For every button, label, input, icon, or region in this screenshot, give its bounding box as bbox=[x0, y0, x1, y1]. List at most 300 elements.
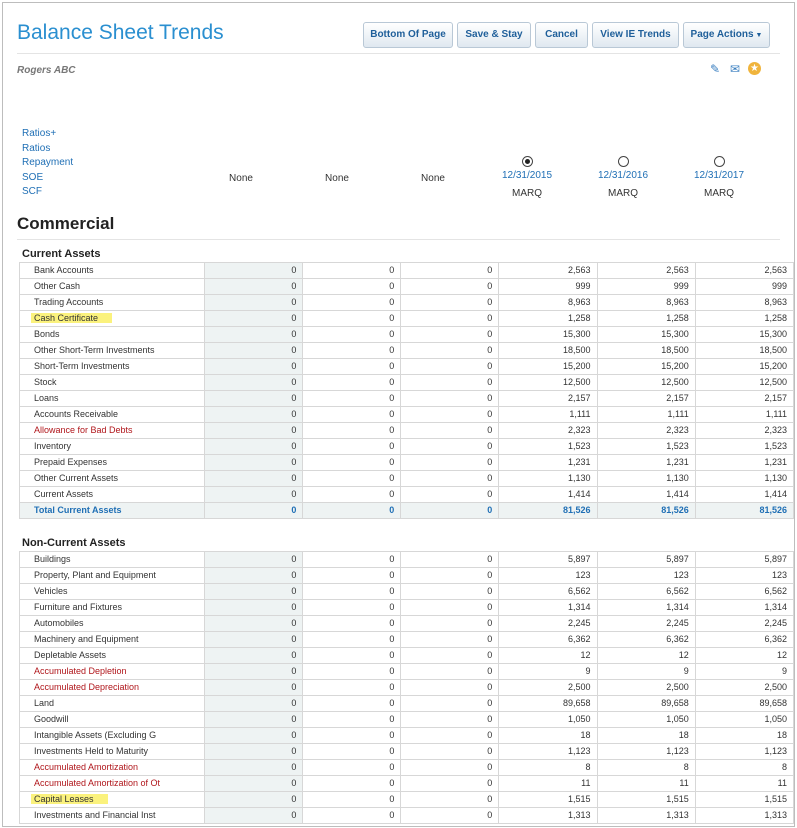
row-label: Inventory bbox=[20, 439, 205, 455]
row-label: Investments and Financial Inst bbox=[20, 808, 205, 824]
company-name: Rogers ABC bbox=[17, 65, 76, 76]
bottom-of-page-button[interactable]: Bottom Of Page bbox=[363, 22, 453, 48]
value-cell: 18,500 bbox=[499, 343, 597, 359]
value-cell: 11 bbox=[499, 776, 597, 792]
value-cell: 0 bbox=[205, 792, 303, 808]
value-cell: 2,157 bbox=[597, 391, 695, 407]
value-cell: 15,200 bbox=[695, 359, 793, 375]
star-icon[interactable]: ★ bbox=[748, 62, 761, 75]
value-cell: 0 bbox=[303, 487, 401, 503]
value-cell: 15,300 bbox=[499, 327, 597, 343]
table-row bbox=[20, 439, 794, 455]
period-radio-2016[interactable] bbox=[618, 156, 629, 167]
value-cell: 0 bbox=[205, 664, 303, 680]
page-actions-label: Page Actions bbox=[690, 29, 754, 40]
value-cell: 0 bbox=[205, 295, 303, 311]
value-cell: 0 bbox=[303, 423, 401, 439]
value-cell: 1,515 bbox=[499, 792, 597, 808]
table-row bbox=[20, 648, 794, 664]
value-cell: 18 bbox=[597, 728, 695, 744]
value-cell: 11 bbox=[695, 776, 793, 792]
table-row bbox=[20, 295, 794, 311]
value-cell: 0 bbox=[401, 680, 499, 696]
value-cell: 2,563 bbox=[499, 263, 597, 279]
value-cell: 1,523 bbox=[695, 439, 793, 455]
value-cell: 1,130 bbox=[597, 471, 695, 487]
value-cell: 1,231 bbox=[597, 455, 695, 471]
value-cell: 0 bbox=[205, 279, 303, 295]
total-value-cell: 0 bbox=[303, 503, 401, 519]
value-cell: 1,130 bbox=[695, 471, 793, 487]
value-cell: 0 bbox=[205, 407, 303, 423]
header-divider bbox=[17, 53, 780, 54]
value-cell: 2,563 bbox=[597, 263, 695, 279]
table-row bbox=[20, 776, 794, 792]
value-cell: 15,200 bbox=[499, 359, 597, 375]
value-cell: 1,231 bbox=[695, 455, 793, 471]
value-cell: 0 bbox=[401, 632, 499, 648]
table-row bbox=[20, 568, 794, 584]
value-cell: 0 bbox=[303, 600, 401, 616]
period-radio-2015[interactable] bbox=[522, 156, 533, 167]
period-date-link[interactable]: 12/31/2017 bbox=[693, 170, 745, 181]
value-cell: 0 bbox=[303, 664, 401, 680]
table-row bbox=[20, 343, 794, 359]
value-cell: 2,500 bbox=[499, 680, 597, 696]
value-cell: 2,323 bbox=[499, 423, 597, 439]
page-actions-button[interactable] bbox=[683, 22, 770, 48]
value-cell: 1,258 bbox=[499, 311, 597, 327]
table-row bbox=[20, 744, 794, 760]
value-cell: 0 bbox=[401, 712, 499, 728]
group-title-non-current-assets: Non-Current Assets bbox=[22, 537, 126, 549]
value-cell: 0 bbox=[401, 455, 499, 471]
value-cell: 12 bbox=[597, 648, 695, 664]
value-cell: 18,500 bbox=[597, 343, 695, 359]
value-cell: 89,658 bbox=[499, 696, 597, 712]
value-cell: 9 bbox=[499, 664, 597, 680]
value-cell: 1,050 bbox=[695, 712, 793, 728]
value-cell: 1,111 bbox=[695, 407, 793, 423]
row-label: Depletable Assets bbox=[20, 648, 205, 664]
row-label: Stock bbox=[20, 375, 205, 391]
row-label: Accumulated Amortization bbox=[20, 760, 205, 776]
report-links bbox=[22, 127, 73, 200]
total-value-cell: 0 bbox=[205, 503, 303, 519]
value-cell: 999 bbox=[597, 279, 695, 295]
value-cell: 1,123 bbox=[499, 744, 597, 760]
value-cell: 1,523 bbox=[597, 439, 695, 455]
column-header-2016 bbox=[575, 156, 671, 199]
value-cell: 0 bbox=[401, 696, 499, 712]
value-cell: 1,313 bbox=[695, 808, 793, 824]
value-cell: 6,362 bbox=[499, 632, 597, 648]
value-cell: 1,414 bbox=[499, 487, 597, 503]
value-cell: 0 bbox=[205, 760, 303, 776]
value-cell: 0 bbox=[401, 471, 499, 487]
value-cell: 6,362 bbox=[695, 632, 793, 648]
value-cell: 0 bbox=[205, 423, 303, 439]
value-cell: 2,157 bbox=[695, 391, 793, 407]
table-row bbox=[20, 423, 794, 439]
row-label: Intangible Assets (Excluding G bbox=[20, 728, 205, 744]
value-cell: 18,500 bbox=[695, 343, 793, 359]
row-label: Short-Term Investments bbox=[20, 359, 205, 375]
value-cell: 8,963 bbox=[597, 295, 695, 311]
value-cell: 1,414 bbox=[695, 487, 793, 503]
value-cell: 0 bbox=[303, 311, 401, 327]
row-label: Accounts Receivable bbox=[20, 407, 205, 423]
value-cell: 1,111 bbox=[499, 407, 597, 423]
period-source: MARQ bbox=[704, 188, 734, 199]
row-label: Allowance for Bad Debts bbox=[20, 423, 205, 439]
value-cell: 6,562 bbox=[695, 584, 793, 600]
page-title: Balance Sheet Trends bbox=[17, 21, 224, 44]
value-cell: 0 bbox=[401, 760, 499, 776]
value-cell: 0 bbox=[303, 632, 401, 648]
value-cell: 0 bbox=[401, 664, 499, 680]
report-link-ratios-plus[interactable]: Ratios+ bbox=[22, 128, 57, 139]
value-cell: 1,313 bbox=[499, 808, 597, 824]
value-cell: 0 bbox=[303, 776, 401, 792]
total-value-cell: 81,526 bbox=[499, 503, 597, 519]
period-date-link[interactable]: 12/31/2015 bbox=[501, 170, 553, 181]
value-cell: 18 bbox=[499, 728, 597, 744]
value-cell: 0 bbox=[303, 792, 401, 808]
value-cell: 0 bbox=[401, 616, 499, 632]
highlighted-label: Capital Leases bbox=[31, 794, 108, 804]
column-header-none: None bbox=[325, 173, 349, 184]
value-cell: 8,963 bbox=[695, 295, 793, 311]
table-row bbox=[20, 600, 794, 616]
paperclip-icon[interactable]: ✎ bbox=[710, 62, 721, 76]
value-cell: 89,658 bbox=[695, 696, 793, 712]
row-label: Vehicles bbox=[20, 584, 205, 600]
value-cell: 0 bbox=[205, 471, 303, 487]
value-cell: 0 bbox=[205, 552, 303, 568]
value-cell: 15,300 bbox=[695, 327, 793, 343]
value-cell: 0 bbox=[303, 391, 401, 407]
row-label: Prepaid Expenses bbox=[20, 455, 205, 471]
value-cell: 15,200 bbox=[597, 359, 695, 375]
value-cell: 0 bbox=[401, 423, 499, 439]
cancel-button[interactable]: Cancel bbox=[535, 22, 588, 48]
row-label bbox=[20, 792, 205, 808]
value-cell: 0 bbox=[401, 552, 499, 568]
row-label: Other Cash bbox=[20, 279, 205, 295]
value-cell: 0 bbox=[401, 776, 499, 792]
table-row bbox=[20, 311, 794, 327]
value-cell: 0 bbox=[401, 359, 499, 375]
value-cell: 1,258 bbox=[597, 311, 695, 327]
value-cell: 8 bbox=[695, 760, 793, 776]
value-cell: 0 bbox=[303, 439, 401, 455]
table-row bbox=[20, 263, 794, 279]
value-cell: 2,245 bbox=[695, 616, 793, 632]
value-cell: 0 bbox=[205, 584, 303, 600]
period-date-link[interactable]: 12/31/2016 bbox=[597, 170, 649, 181]
value-cell: 2,245 bbox=[499, 616, 597, 632]
total-value-cell: 0 bbox=[401, 503, 499, 519]
value-cell: 0 bbox=[303, 728, 401, 744]
total-row bbox=[20, 503, 794, 519]
row-label bbox=[20, 311, 205, 327]
value-cell: 1,050 bbox=[499, 712, 597, 728]
value-cell: 0 bbox=[205, 327, 303, 343]
table-row bbox=[20, 279, 794, 295]
row-label: Accumulated Depletion bbox=[20, 664, 205, 680]
value-cell: 0 bbox=[303, 359, 401, 375]
value-cell: 0 bbox=[303, 407, 401, 423]
value-cell: 1,314 bbox=[695, 600, 793, 616]
value-cell: 0 bbox=[205, 343, 303, 359]
column-header-none: None bbox=[229, 173, 253, 184]
row-label: Current Assets bbox=[20, 487, 205, 503]
envelope-icon[interactable]: ✉ bbox=[730, 62, 741, 76]
value-cell: 0 bbox=[205, 359, 303, 375]
value-cell: 2,323 bbox=[597, 423, 695, 439]
table-row bbox=[20, 327, 794, 343]
value-cell: 0 bbox=[303, 744, 401, 760]
section-title: Commercial bbox=[17, 214, 115, 233]
value-cell: 2,157 bbox=[499, 391, 597, 407]
table-row bbox=[20, 375, 794, 391]
table-row bbox=[20, 455, 794, 471]
value-cell: 5,897 bbox=[695, 552, 793, 568]
header-icons bbox=[710, 62, 770, 76]
value-cell: 0 bbox=[303, 680, 401, 696]
value-cell: 0 bbox=[303, 584, 401, 600]
total-label: Total Current Assets bbox=[20, 503, 205, 519]
row-label: Trading Accounts bbox=[20, 295, 205, 311]
value-cell: 1,111 bbox=[597, 407, 695, 423]
value-cell: 0 bbox=[401, 568, 499, 584]
value-cell: 6,562 bbox=[597, 584, 695, 600]
value-cell: 1,130 bbox=[499, 471, 597, 487]
value-cell: 0 bbox=[205, 487, 303, 503]
value-cell: 0 bbox=[205, 568, 303, 584]
row-label: Furniture and Fixtures bbox=[20, 600, 205, 616]
row-label: Buildings bbox=[20, 552, 205, 568]
table-row bbox=[20, 407, 794, 423]
table-row bbox=[20, 808, 794, 824]
row-label: Property, Plant and Equipment bbox=[20, 568, 205, 584]
table-row bbox=[20, 712, 794, 728]
value-cell: 0 bbox=[401, 792, 499, 808]
row-label: Other Current Assets bbox=[20, 471, 205, 487]
group-title-current-assets: Current Assets bbox=[22, 248, 101, 260]
highlighted-label: Cash Certificate bbox=[31, 313, 112, 323]
value-cell: 0 bbox=[205, 311, 303, 327]
period-source: MARQ bbox=[512, 188, 542, 199]
value-cell: 9 bbox=[597, 664, 695, 680]
total-value-cell: 81,526 bbox=[597, 503, 695, 519]
value-cell: 1,050 bbox=[597, 712, 695, 728]
value-cell: 0 bbox=[303, 760, 401, 776]
value-cell: 0 bbox=[401, 808, 499, 824]
value-cell: 0 bbox=[303, 568, 401, 584]
value-cell: 0 bbox=[303, 616, 401, 632]
value-cell: 0 bbox=[205, 680, 303, 696]
value-cell: 0 bbox=[303, 327, 401, 343]
value-cell: 0 bbox=[401, 391, 499, 407]
value-cell: 0 bbox=[401, 648, 499, 664]
value-cell: 0 bbox=[401, 343, 499, 359]
value-cell: 0 bbox=[205, 632, 303, 648]
table-row bbox=[20, 728, 794, 744]
value-cell: 15,300 bbox=[597, 327, 695, 343]
value-cell: 0 bbox=[401, 439, 499, 455]
value-cell: 0 bbox=[401, 279, 499, 295]
value-cell: 1,314 bbox=[499, 600, 597, 616]
value-cell: 1,123 bbox=[597, 744, 695, 760]
table-row bbox=[20, 632, 794, 648]
value-cell: 999 bbox=[695, 279, 793, 295]
value-cell: 2,245 bbox=[597, 616, 695, 632]
value-cell: 1,231 bbox=[499, 455, 597, 471]
row-label: Land bbox=[20, 696, 205, 712]
report-link-repayment[interactable]: Repayment bbox=[22, 157, 74, 168]
table-row bbox=[20, 792, 794, 808]
value-cell: 0 bbox=[303, 648, 401, 664]
value-cell: 0 bbox=[205, 776, 303, 792]
value-cell: 0 bbox=[303, 808, 401, 824]
value-cell: 89,658 bbox=[597, 696, 695, 712]
value-cell: 0 bbox=[303, 343, 401, 359]
row-label: Accumulated Amortization of Ot bbox=[20, 776, 205, 792]
value-cell: 0 bbox=[303, 696, 401, 712]
value-cell: 1,313 bbox=[597, 808, 695, 824]
value-cell: 0 bbox=[205, 455, 303, 471]
balance-sheet-page bbox=[2, 2, 795, 827]
row-label: Other Short-Term Investments bbox=[20, 343, 205, 359]
value-cell: 0 bbox=[401, 263, 499, 279]
value-cell: 0 bbox=[303, 279, 401, 295]
value-cell: 0 bbox=[205, 263, 303, 279]
value-cell: 0 bbox=[401, 375, 499, 391]
value-cell: 0 bbox=[401, 311, 499, 327]
value-cell: 2,323 bbox=[695, 423, 793, 439]
value-cell: 0 bbox=[401, 407, 499, 423]
value-cell: 0 bbox=[205, 391, 303, 407]
value-cell: 2,500 bbox=[695, 680, 793, 696]
non-current-assets-table bbox=[19, 551, 794, 824]
value-cell: 12 bbox=[499, 648, 597, 664]
value-cell: 123 bbox=[695, 568, 793, 584]
row-label: Bonds bbox=[20, 327, 205, 343]
value-cell: 0 bbox=[205, 712, 303, 728]
value-cell: 0 bbox=[205, 375, 303, 391]
value-cell: 0 bbox=[205, 616, 303, 632]
save-and-stay-button[interactable]: Save & Stay bbox=[457, 22, 531, 48]
value-cell: 0 bbox=[303, 471, 401, 487]
value-cell: 0 bbox=[303, 375, 401, 391]
value-cell: 1,314 bbox=[597, 600, 695, 616]
value-cell: 0 bbox=[401, 728, 499, 744]
column-header-2017 bbox=[671, 156, 767, 199]
value-cell: 0 bbox=[401, 600, 499, 616]
value-cell: 0 bbox=[401, 584, 499, 600]
value-cell: 9 bbox=[695, 664, 793, 680]
value-cell: 0 bbox=[303, 712, 401, 728]
value-cell: 0 bbox=[401, 295, 499, 311]
value-cell: 12,500 bbox=[499, 375, 597, 391]
table-row bbox=[20, 552, 794, 568]
value-cell: 2,563 bbox=[695, 263, 793, 279]
caret-down-icon: ▼ bbox=[755, 32, 763, 39]
value-cell: 0 bbox=[205, 648, 303, 664]
report-link-scf[interactable]: SCF bbox=[22, 186, 42, 197]
table-row bbox=[20, 616, 794, 632]
table-row bbox=[20, 471, 794, 487]
period-source: MARQ bbox=[608, 188, 638, 199]
table-row bbox=[20, 760, 794, 776]
row-label: Automobiles bbox=[20, 616, 205, 632]
value-cell: 1,414 bbox=[597, 487, 695, 503]
value-cell: 999 bbox=[499, 279, 597, 295]
value-cell: 0 bbox=[401, 327, 499, 343]
value-cell: 12,500 bbox=[695, 375, 793, 391]
value-cell: 11 bbox=[597, 776, 695, 792]
table-row bbox=[20, 664, 794, 680]
value-cell: 0 bbox=[205, 744, 303, 760]
value-cell: 0 bbox=[205, 439, 303, 455]
value-cell: 0 bbox=[401, 487, 499, 503]
period-radio-2017[interactable] bbox=[714, 156, 725, 167]
column-header-2015 bbox=[479, 156, 575, 199]
value-cell: 1,515 bbox=[695, 792, 793, 808]
table-row bbox=[20, 359, 794, 375]
row-label: Loans bbox=[20, 391, 205, 407]
value-cell: 5,897 bbox=[499, 552, 597, 568]
report-link-ratios[interactable]: Ratios bbox=[22, 142, 51, 154]
value-cell: 0 bbox=[205, 728, 303, 744]
row-label: Bank Accounts bbox=[20, 263, 205, 279]
value-cell: 0 bbox=[401, 744, 499, 760]
view-ie-trends-button[interactable]: View IE Trends bbox=[592, 22, 679, 48]
value-cell: 1,123 bbox=[695, 744, 793, 760]
value-cell: 12,500 bbox=[597, 375, 695, 391]
table-row bbox=[20, 680, 794, 696]
report-link-soe[interactable]: SOE bbox=[22, 171, 44, 183]
value-cell: 123 bbox=[597, 568, 695, 584]
row-label: Machinery and Equipment bbox=[20, 632, 205, 648]
value-cell: 5,897 bbox=[597, 552, 695, 568]
table-row bbox=[20, 487, 794, 503]
row-label: Accumulated Depreciation bbox=[20, 680, 205, 696]
value-cell: 8,963 bbox=[499, 295, 597, 311]
table-row bbox=[20, 696, 794, 712]
value-cell: 1,258 bbox=[695, 311, 793, 327]
value-cell: 0 bbox=[205, 696, 303, 712]
row-label: Goodwill bbox=[20, 712, 205, 728]
value-cell: 0 bbox=[303, 455, 401, 471]
current-assets-table bbox=[19, 262, 794, 519]
value-cell: 1,523 bbox=[499, 439, 597, 455]
value-cell: 12 bbox=[695, 648, 793, 664]
section-divider bbox=[17, 239, 780, 240]
value-cell: 8 bbox=[499, 760, 597, 776]
value-cell: 0 bbox=[205, 600, 303, 616]
value-cell: 0 bbox=[303, 552, 401, 568]
row-label: Investments Held to Maturity bbox=[20, 744, 205, 760]
value-cell: 8 bbox=[597, 760, 695, 776]
value-cell: 0 bbox=[205, 808, 303, 824]
total-value-cell: 81,526 bbox=[695, 503, 793, 519]
table-row bbox=[20, 584, 794, 600]
value-cell: 0 bbox=[303, 295, 401, 311]
table-row bbox=[20, 391, 794, 407]
